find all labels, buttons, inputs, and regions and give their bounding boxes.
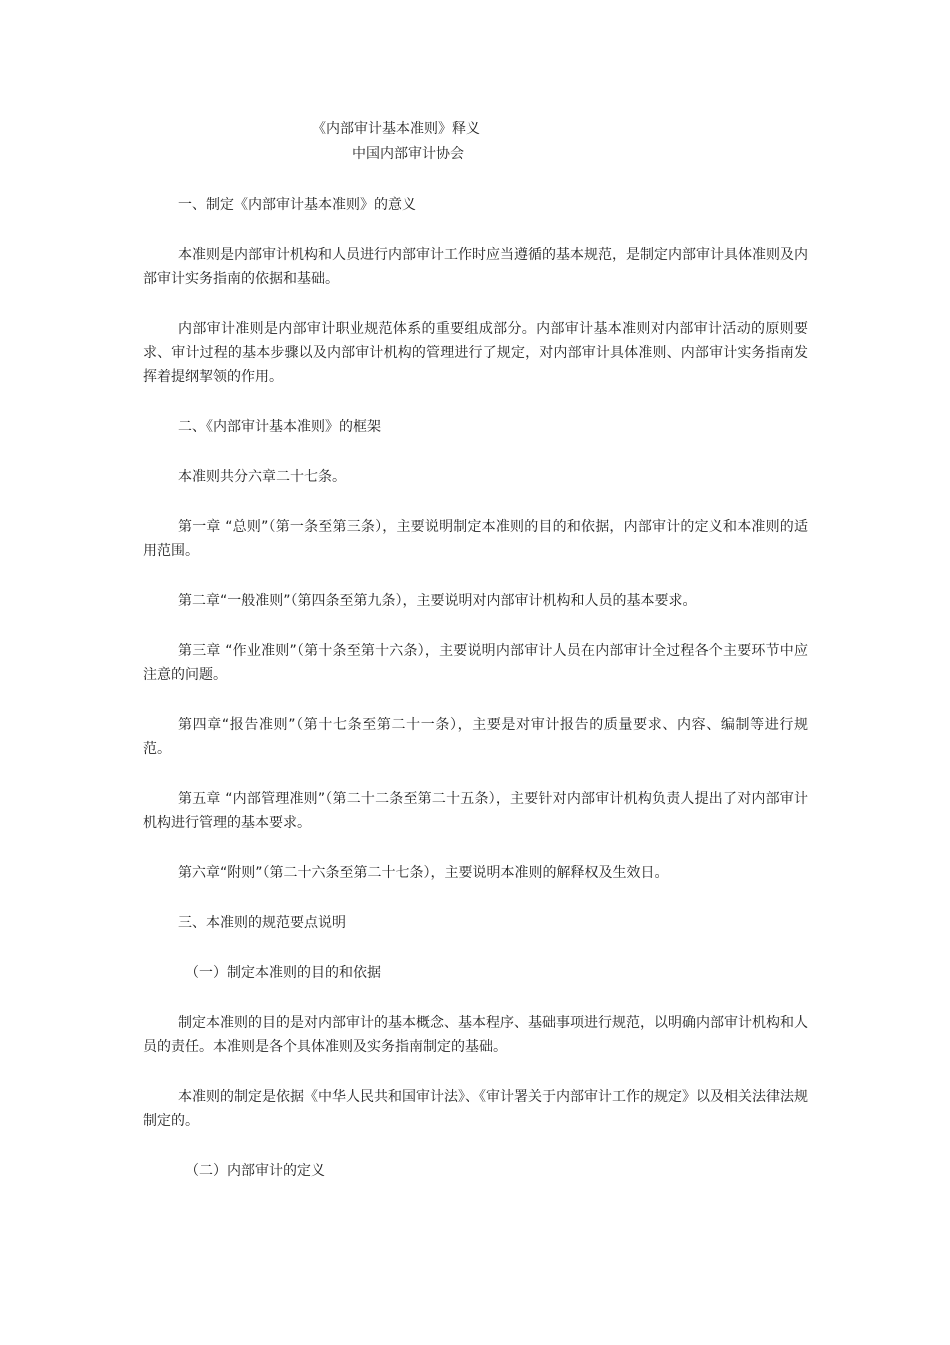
spacer bbox=[143, 613, 808, 639]
chapter-paragraph-4: 第四章“报告准则”（第十七条至第二十一条），主要是对审计报告的质量要求、内容、编制等进行规范。 bbox=[143, 717, 808, 757]
paragraph: 内部审计准则是内部审计职业规范体系的重要组成部分。内部审计基本准则对内部审计活动的原则要求、审计过程的基本步骤以及内部审计机构的管理进行了规定，对内部审计具体准则、内部审计实务指南发挥着提纲挈领的作用。 bbox=[143, 321, 808, 385]
section-heading-3: 三、本准则的规范要点说明 bbox=[178, 915, 346, 931]
spacer bbox=[143, 835, 808, 861]
spacer bbox=[143, 761, 808, 787]
chapter-paragraph-3: 第三章 “作业准则”（第十条至第十六条），主要说明内部审计人员在内部审计全过程各个主要环节中应注意的问题。 bbox=[143, 643, 808, 683]
paragraph: 本准则的制定是依据《中华人民共和国审计法》、《审计署关于内部审计工作的规定》以及相关法律法规制定的。 bbox=[143, 1089, 808, 1129]
subsection-heading-2: （二）内部审计的定义 bbox=[185, 1163, 325, 1179]
spacer bbox=[143, 687, 808, 713]
spacer bbox=[143, 439, 808, 465]
paragraph: 本准则共分六章二十七条。 bbox=[178, 469, 346, 485]
section-heading-1: 一、制定《内部审计基本准则》的意义 bbox=[178, 197, 416, 213]
spacer bbox=[143, 563, 808, 589]
chapter-paragraph-1: 第一章 “总则”（第一条至第三条），主要说明制定本准则的目的和依据，内部审计的定义和本准则的适用范围。 bbox=[143, 519, 808, 559]
spacer bbox=[143, 389, 808, 415]
chapter-paragraph-5: 第五章 “内部管理准则”（第二十二条至第二十五条），主要针对内部审计机构负责人提出了对内部审计机构进行管理的基本要求。 bbox=[143, 791, 808, 831]
chapter-paragraph-6: 第六章“附则”（第二十六条至第二十七条），主要说明本准则的解释权及生效日。 bbox=[178, 865, 669, 881]
spacer bbox=[143, 985, 808, 1011]
chapter-paragraph-2: 第二章“一般准则”（第四条至第九条），主要说明对内部审计机构和人员的基本要求。 bbox=[178, 593, 697, 609]
spacer bbox=[143, 885, 808, 911]
spacer bbox=[143, 1133, 808, 1159]
spacer bbox=[143, 217, 808, 243]
spacer bbox=[143, 935, 808, 961]
spacer bbox=[143, 291, 808, 317]
spacer bbox=[143, 489, 808, 515]
paragraph: 本准则是内部审计机构和人员进行内部审计工作时应当遵循的基本规范，是制定内部审计具体准则及内部审计实务指南的依据和基础。 bbox=[143, 247, 808, 287]
subsection-heading-1: （一）制定本准则的目的和依据 bbox=[185, 965, 381, 981]
spacer bbox=[143, 1059, 808, 1085]
document-title: 《内部审计基本准则》释义 bbox=[312, 121, 480, 137]
paragraph: 制定本准则的目的是对内部审计的基本概念、基本程序、基础事项进行规范，以明确内部审计机构和人员的责任。本准则是各个具体准则及实务指南制定的基础。 bbox=[143, 1015, 808, 1055]
document-body bbox=[143, 193, 808, 1183]
section-heading-2: 二、《内部审计基本准则》的框架 bbox=[178, 419, 381, 435]
document-author: 中国内部审计协会 bbox=[352, 146, 464, 162]
